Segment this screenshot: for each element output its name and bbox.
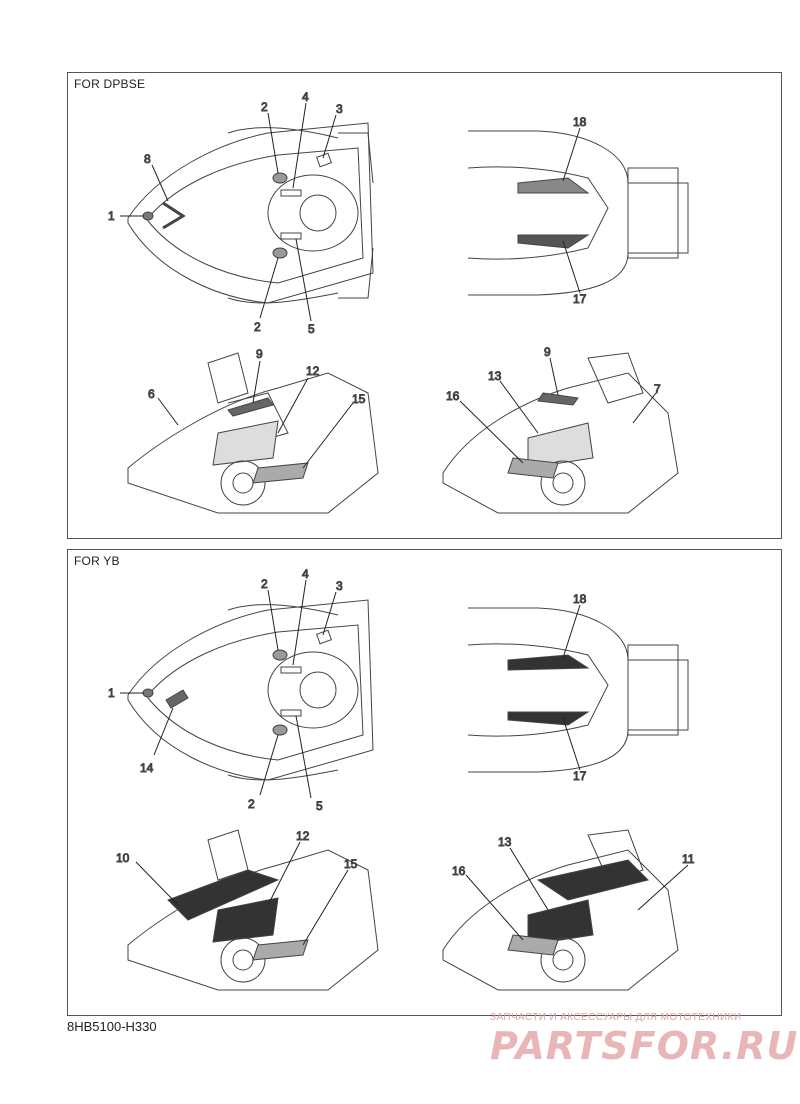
callout-10: 10 [116, 851, 130, 865]
top-view-left [128, 123, 373, 303]
callout-6: 6 [148, 387, 155, 401]
side-view-right [443, 830, 678, 990]
top-view-left [128, 600, 373, 780]
callout-4: 4 [302, 90, 309, 104]
callout-18: 18 [573, 592, 587, 606]
decal-diagram-yb [68, 550, 783, 1017]
callout-5: 5 [316, 799, 323, 813]
callout-7: 7 [654, 382, 661, 396]
callout-14: 14 [140, 761, 154, 775]
callout-8: 8 [144, 152, 151, 166]
callout-2: 2 [261, 100, 268, 114]
callout-17: 17 [573, 292, 587, 306]
callout-5: 5 [308, 322, 315, 336]
callout-1: 1 [108, 686, 115, 700]
callout-2b: 2 [254, 320, 261, 334]
callout-9b: 9 [544, 345, 551, 359]
watermark-logo: PARTSFOR.RU [490, 1024, 799, 1068]
callout-1: 1 [108, 209, 115, 223]
side-view-left [128, 830, 378, 990]
panel-for-dpbse [67, 72, 782, 539]
callout-12: 12 [306, 364, 320, 378]
callout-lines-tr [563, 128, 580, 293]
callout-4: 4 [302, 567, 309, 581]
side-view-right [443, 353, 678, 513]
panel-title: FOR DPBSE [74, 77, 146, 91]
callout-2: 2 [261, 577, 268, 591]
callout-15: 15 [352, 392, 366, 406]
callout-16: 16 [446, 389, 460, 403]
callout-15: 15 [344, 857, 358, 871]
side-view-left [128, 353, 378, 513]
callout-16: 16 [452, 864, 466, 878]
document-code: 8HB5100-H330 [67, 1019, 157, 1034]
callout-lines-tr [563, 605, 580, 770]
callout-11: 11 [682, 852, 695, 866]
callout-17: 17 [573, 769, 587, 783]
watermark-tagline: ЗАПЧАСТИ И АКСЕССУАРЫ ДЛЯ МОТОТЕХНИКИ [490, 1012, 742, 1023]
callout-3: 3 [336, 579, 343, 593]
panel-for-yb [67, 549, 782, 1016]
callout-12: 12 [296, 829, 310, 843]
top-view-right [468, 608, 688, 772]
panel-title: FOR YB [74, 554, 120, 568]
decal-diagram-dpbse [68, 73, 783, 540]
callout-18: 18 [573, 115, 587, 129]
callout-lines-tl [120, 103, 336, 321]
callout-13: 13 [488, 369, 502, 383]
callout-9: 9 [256, 347, 263, 361]
callout-13: 13 [498, 835, 512, 849]
callout-3: 3 [336, 102, 343, 116]
callout-2b: 2 [248, 797, 255, 811]
top-view-right [468, 131, 688, 295]
